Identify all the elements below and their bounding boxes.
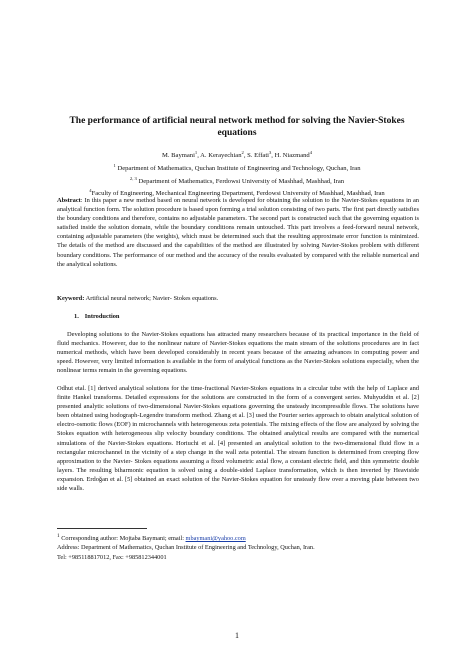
affiliation-1-text: Department of Mathematics, Quchan Institute of Engineering and Technology, Quchan, Iran — [117, 164, 361, 172]
keywords — [57, 294, 419, 303]
keywords-text: Artificial neural network; Navier- Stokes equations. — [84, 295, 219, 302]
footnote-sup: 1 — [57, 533, 60, 539]
author-4: , H. Niazmand — [271, 152, 310, 160]
abstract — [57, 196, 419, 269]
footnote-tel: Tel: +985118817012, Fax: +985812344001 — [57, 553, 167, 561]
author-3: , S. Effati — [243, 152, 269, 160]
author-4-sup: 4 — [309, 150, 313, 155]
abstract-text: : In this paper a new method based on neural network is developed for obtaining the solution to the Navier-Stokes equations in an analytical function form. The solution procedure is based upon forming a trial solution consisting of two parts. The first part directly satisfies the boundary conditions and therefore, contains no adjustable parameters. The second part is constructed such that the governing equation is satisfied inside the solution domain, while the boundary conditions remain untouched. This part involves a feed-forward neural network, containing adjustable parameters (the weights), which must be determined such that the resulting approximate error function is minimized. The details of the method are discussed and the capabilities of the method are illustrated by solving Navier-Stokes problem with different boundary conditions. The performance of our method and the accuracy of the results evaluated by compared with the reliable numerical and the analytical solutions. — [57, 197, 419, 268]
author-block — [40, 148, 434, 199]
author-line — [40, 148, 434, 161]
affiliation-2-sup: 2, 3 — [129, 175, 137, 181]
affiliation-1-sup: 1 — [113, 162, 116, 168]
footnote-author-text: Corresponding author: Mojtaba Baymani; email: — [59, 535, 186, 543]
email-link[interactable]: mbaymani@yahoo.com — [185, 535, 246, 543]
intro-paragraph-1: Developing solutions to the Navier-Stokes equations has attracted many researchers because of its practical importance in the field of fluid mechanics. However, due to the nonlinear nature of Navier-Stokes equations the main stream of the solutions procedures are in fact numerical methods, which have been developed considerably in recent years because of the amazing advances in computing power and speed. However, very limited information is available in the form of analytical functions as the Navier-Stokes solutions especially, when the nonlinear terms remain in the governing equations. — [57, 331, 419, 375]
affiliation-2 — [40, 174, 434, 187]
affiliation-2-text: Department of Mathematics, Ferdowsi University of Mashhad, Mashhad, Iran — [138, 177, 345, 185]
abstract-label: Abstract — [57, 197, 81, 204]
section-title: Introduction — [84, 313, 120, 320]
author-2-sup: 2 — [241, 150, 244, 155]
section-heading — [57, 313, 119, 320]
intro-paragraph-2: Odhut etal. [1] derived analytical solutions for the time-fractional Navier-Stokes equations in a circular tube with the help of Laplace and finite Hankel transforms. Detailed expressions for the solutions are constructed in the form of a convergent series. Muhyuddin et al. [2] presented analytic solutions of two-dimensional Navier-Stokes equations governing the unsteady incompressible flows. The solutions have been obtained using hodograph-Legendre transform method. Zhang et al. [3] used the Fourier series approach to obtain analytical solution of electro-osmotic flows (EOF) in microchannels with heterogeneous zeta potentials. The mixing effects of the flow are analyzed by solving the Stokes equation with heterogeneous slip velocity boundary conditions. The obtained analytical results are compared with the numerical simulations of the Navier-Stokes equations. Horiuchi et al. [4] presented an analytical solution to the two-dimensional fluid flow in a rectangular microchannel in the vicinity of a step change in the wall zeta potential. The stream function is determined from creeping flow approximation to the Navier- Stokes equations assuming a fixed volumetric axial flow, a constant electric field, and thin symmetric double layers. The resulting biharmonic equation is solved using a double-sided Laplace transformation, which is then inverted by Heaviside expansion. Erdoğan et al. [5] obtained an exact solution of the Navier-Stokes equation for unsteady flow over a moving plate between two side walls. — [57, 385, 419, 493]
title-line-2: equations — [217, 128, 257, 138]
author-3-sup: 3 — [268, 150, 272, 155]
affiliation-3-sup: 4 — [89, 188, 92, 194]
author-2: , A. Kerayechian — [197, 152, 242, 160]
affiliation-1 — [40, 161, 434, 174]
footnote-divider — [57, 528, 147, 529]
footnote — [57, 532, 315, 562]
page-number: 1 — [235, 631, 239, 640]
footnote-author-line — [57, 532, 315, 543]
keywords-label: Keyword: — [57, 295, 85, 302]
paper-title — [40, 115, 434, 139]
section-number: 1. — [74, 313, 79, 320]
author-1-sup: 1 — [194, 150, 198, 155]
title-line-1: The performance of artificial neural network method for solving the Navier-Stokes — [69, 116, 405, 126]
affiliation-3-text: Faculty of Engineering, Mechanical Engineering Department, Ferdowsi University of Mashhad, Mashhad, Iran — [91, 190, 385, 198]
author-1: M. Baymani — [161, 152, 195, 160]
footnote-address: Address: Department of Mathematics, Quchan Institute of Engineering and Technology, Quchan, Iran. — [57, 544, 315, 552]
